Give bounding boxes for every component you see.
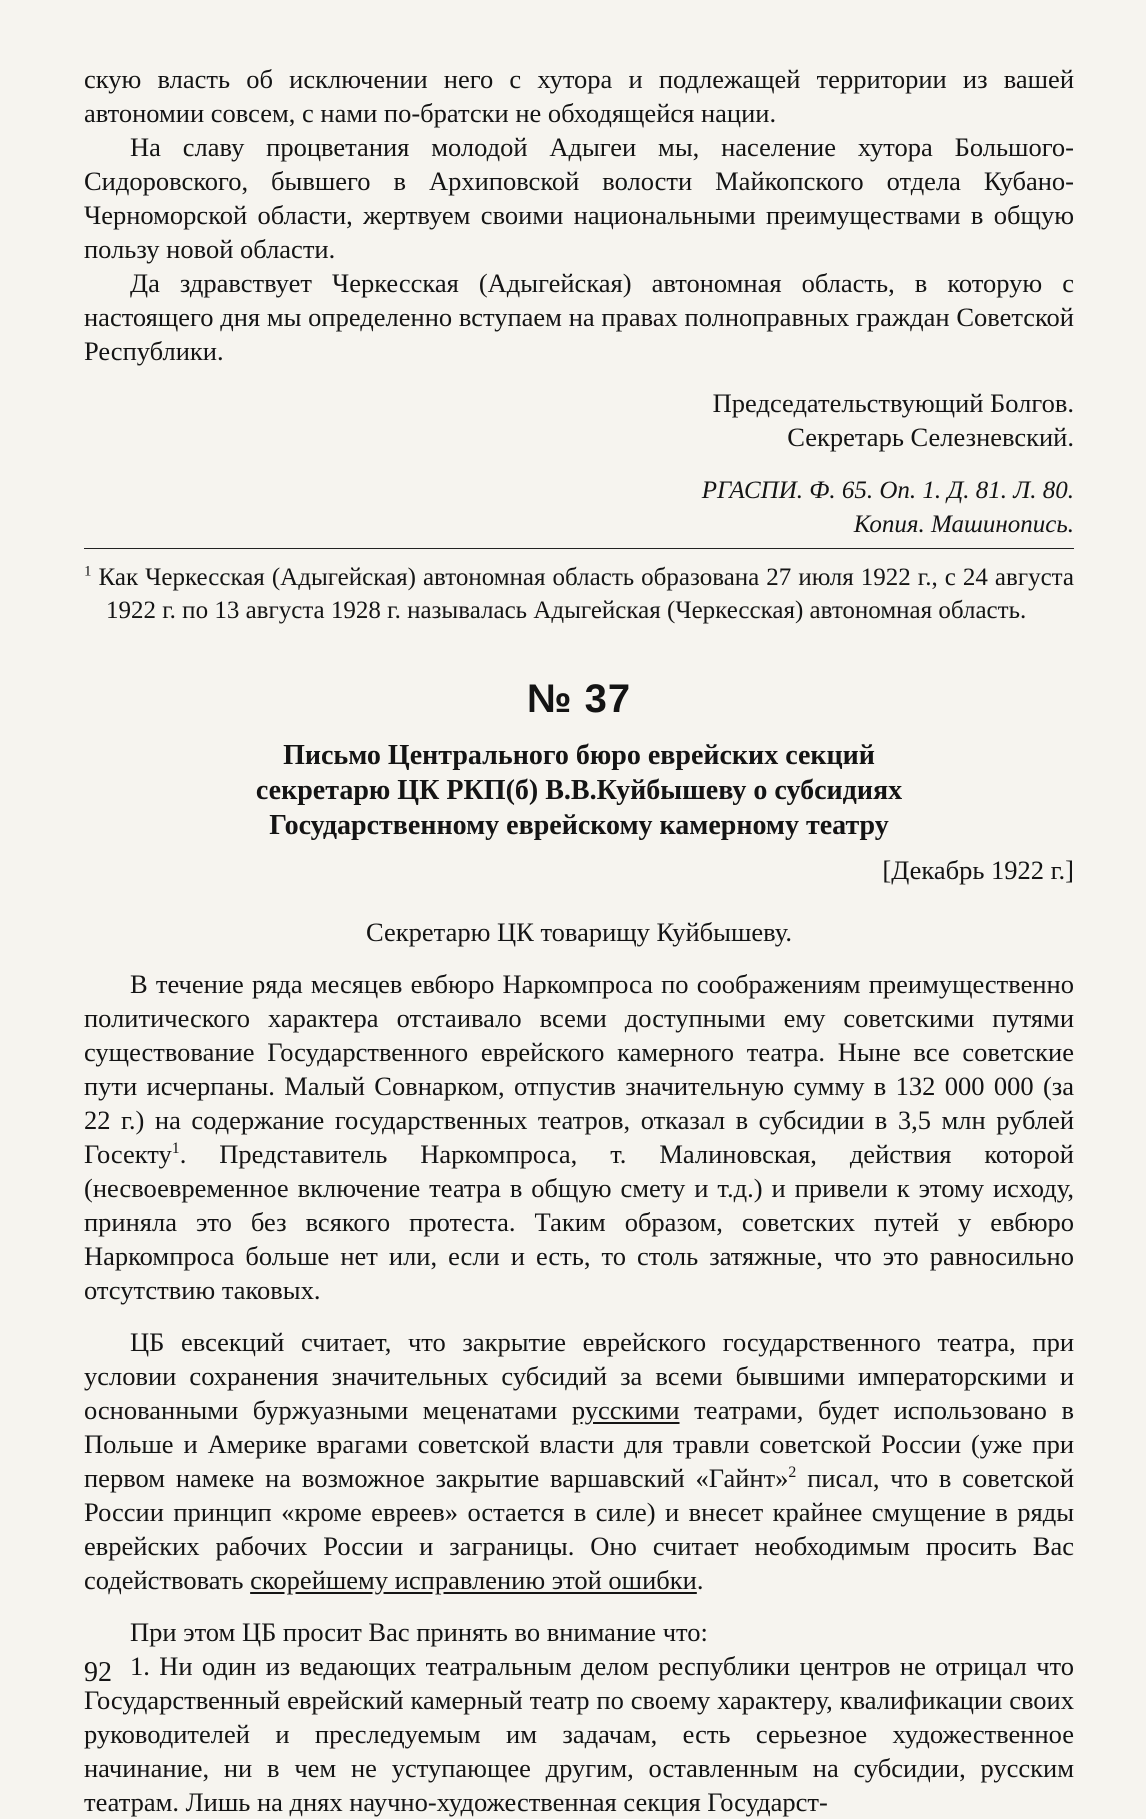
document-date: [Декабрь 1922 г.] (882, 855, 1074, 885)
letter-paragraph-1-part-b: . Представитель Наркомпроса, т. Малиновская, действия которой (несвоевременное включение театра в общую смету и т.д.) и привели к этому исходу, приняла это без всякого протеста. Таким образом, советских путей у евбюро Наркомпроса больше нет или, если и есть, то столь затяжные, что это равносильно отсутствию таковых. (84, 1139, 1074, 1305)
addressee: Секретарю ЦК товарищу Куйбышеву. (366, 917, 792, 947)
archive-source (84, 474, 1074, 542)
letter-paragraph-2-part-a: ЦБ евсекций считает, что закрытие еврейского государственного театра, при условии сохранения значительных субсидий за всеми бывшими императорскими и основанными буржуазными меценатами (84, 1327, 1074, 1425)
document-title (84, 738, 1074, 843)
footnote-ref-2: 2 (788, 1464, 797, 1482)
prev-doc-paragraph-1: скую власть об исключении него с хутора и подлежащей территории из вашей автономии совсем, с нами по-братски не обходящейся нации. (84, 64, 1074, 128)
copy-type: Копия. Машинопись. (853, 511, 1074, 538)
footnote (84, 561, 1074, 627)
letter-paragraph-2-part-c: писал, что в советской России принцип «кроме евреев» остается в силе) и внесет крайнее смущение в ряды еврейских рабочих России и заграницы. Оно считает необходимым просить Вас содействовать (84, 1463, 1074, 1595)
letter-paragraph-1 (84, 967, 1074, 1307)
footnote-divider (84, 548, 1074, 549)
footnote-text: Как Черкесская (Адыгейская) автономная область образована 27 июля 1922 г., с 24 августа 1922 г. по 13 августа 1928 г. называлась Адыгейская (Черкесская) автономная область. (98, 564, 1075, 624)
letter-paragraph-2 (84, 1325, 1074, 1597)
prev-doc-paragraph-3: Да здравствует Черкесская (Адыгейская) автономная область, в которую с настоящего дня мы определенно вступаем на правах полноправных граждан Советской Республики. (84, 268, 1074, 366)
page-number: 92 (84, 1657, 112, 1688)
prev-doc-paragraph-2: На славу процветания молодой Адыгеи мы, население хутора Большого-Сидоровского, бывшего в Архиповской волости Майкопского отдела Кубано-Черноморской области, жертвуем своими национальными преимуществами в общую пользу новой области. (84, 132, 1074, 264)
document-number: № 37 (526, 677, 632, 721)
underlined-russian: русскими (571, 1395, 680, 1425)
archive-reference: РГАСПИ. Ф. 65. Оп. 1. Д. 81. Л. 80. (701, 477, 1074, 504)
letter-paragraph-2-part-b: театрами, будет использовано в Польше и Америке врагами советской власти для травли советской России (уже при первом намеке на возможное закрытие варшавский «Гайнт» (84, 1395, 1074, 1493)
footnote-mark: 1 (84, 563, 92, 580)
letter-paragraph-1-part-a: В течение ряда месяцев евбюро Наркомпроса по соображениям преимущественно политического характера отстаивало всеми доступными ему советскими путями существование Государственного еврейского камерного театра. Ныне все советские пути исчерпаны. Малый Совнарком, отпустив значительную сумму в 132 000 000 (за 22 г.) на содержание государственных театров, отказал в субсидии в 3,5 млн рублей Госекту (84, 969, 1074, 1169)
footnote-ref-1: 1 (171, 1140, 180, 1158)
letter-paragraph-4: 1. Ни один из ведающих театральным делом республики центров не отрицал что Государственный еврейский камерный театр по своему характеру, квалификации своих руководителей и преследуемым им задачам, есть серьезное художественное начинание, ни в чем не уступающее другим, оставленным на субсидии, русским театрам. Лишь на днях научно-художественная секция Государст- (84, 1651, 1074, 1817)
letter-paragraph-2-part-d: . (696, 1565, 704, 1595)
document-title-line-2: секретарю ЦК РКП(б) В.В.Куйбышеву о субсидиях (255, 775, 903, 806)
signature-secretary: Секретарь Селезневский. (787, 422, 1074, 452)
signature-chair: Председательствующий Болгов. (712, 388, 1074, 418)
document-title-line-3: Государственному еврейскому камерному театру (269, 810, 889, 841)
underlined-correction: скорейшему исправлению этой ошибки (250, 1565, 697, 1595)
letter-paragraph-3: При этом ЦБ просит Вас принять во внимание что: (130, 1617, 708, 1647)
document-title-line-1: Письмо Центрального бюро еврейских секций (283, 740, 875, 771)
